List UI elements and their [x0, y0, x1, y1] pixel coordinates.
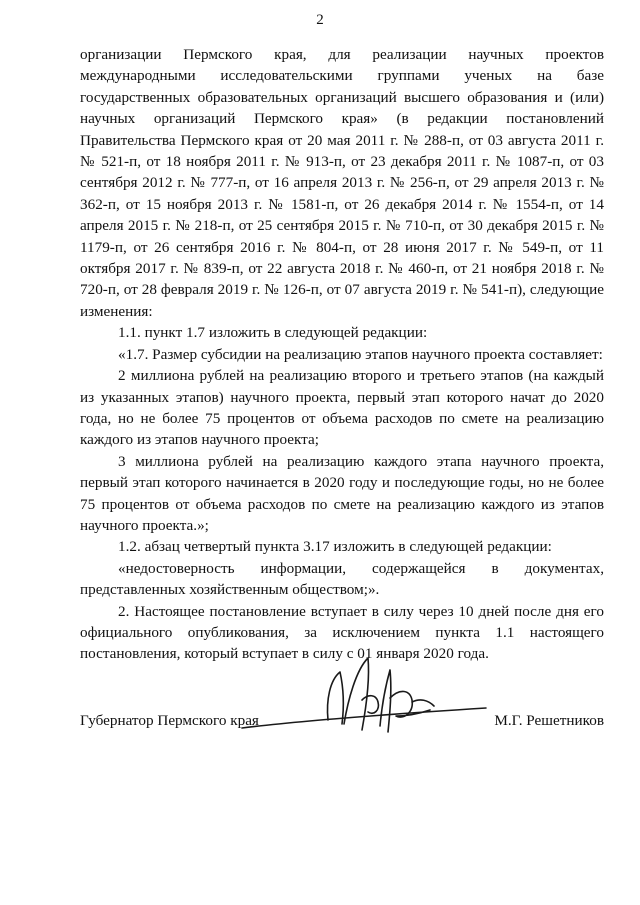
paragraph-entry-into-force: 2. Настоящее постановление вступает в силу через 10 дней после дня его официального опубликования, за исключением пункта 1.1 настоящего постановления, который вступает в силу с 01 января 2020 года. [80, 602, 604, 663]
paragraph-clause-1-7: «1.7. Размер субсидии на реализацию этапов научного проекта составляет: [118, 345, 603, 363]
paragraph-item-1-2: 1.2. абзац четвертый пункта 3.17 изложить в следующей редакции: [118, 538, 552, 556]
paragraph-subsidy-3-million: 3 миллиона рублей на реализацию каждого этапа научного проекта, первый этап которого начинается в 2020 году и последующие годы, но не более 75 процентов от объема расходов по смете на реализацию каждого из этапов научного проекта.»; [80, 452, 604, 534]
paragraph-amendment-intro: организации Пермского края, для реализации научных проектов международными исследовательскими группами ученых на базе государственных образовательных организаций высшего образования и (или) научных организаций Пермского края» (в редакции постановлений Правительства Пермского края от 20 мая 2011 г. № 288-п, от 03 августа 2011 г. № 521-п, от 18 ноября 2011 г. № 913-п, от 23 декабря 2011 г. № 1087-п, от 03 сентября 2012 г. № 777-п, от 16 апреля 2013 г. № 256-п, от 29 апреля 2013 г. № 362-п, от 15 ноября 2013 г. № 1581-п, от 26 декабря 2014 г. № 1554-п, от 14 апреля 2015 г. № 218-п, от 25 сентября 2015 г. № 710-п, от 30 декабря 2015 г. № 1179-п, от 26 сентября 2016 г. № 804-п, от 28 июня 2017 г. № 549-п, от 11 октября 2017 г. № 839-п, от 22 августа 2018 г. № 460-п, от 21 ноября 2018 г. № 720-п, от 28 февраля 2019 г. № 126-п, от 07 августа 2019 г. № 541-п), следующие изменения: [80, 46, 604, 320]
document-body [80, 44, 604, 665]
page-number: 2 [316, 12, 324, 28]
signer-name: М.Г. Решетников [494, 712, 604, 729]
handwritten-signature [240, 650, 490, 760]
signature-block [80, 700, 604, 760]
signer-position: Губернатор Пермского края [80, 712, 259, 729]
paragraph-subsidy-2-million: 2 миллиона рублей на реализацию второго и третьего этапов (на каждый из указанных этапов) научного проекта, первый этап которого начат до 2020 года, но не более 75 процентов от объема расходов по смете на реализацию каждого из этапов научного проекта; [80, 367, 604, 449]
paragraph-unreliable-info: «недостоверность информации, содержащейся в документах, представленных хозяйственным обществом;». [80, 559, 604, 599]
paragraph-item-1-1: 1.1. пункт 1.7 изложить в следующей редакции: [118, 324, 428, 342]
